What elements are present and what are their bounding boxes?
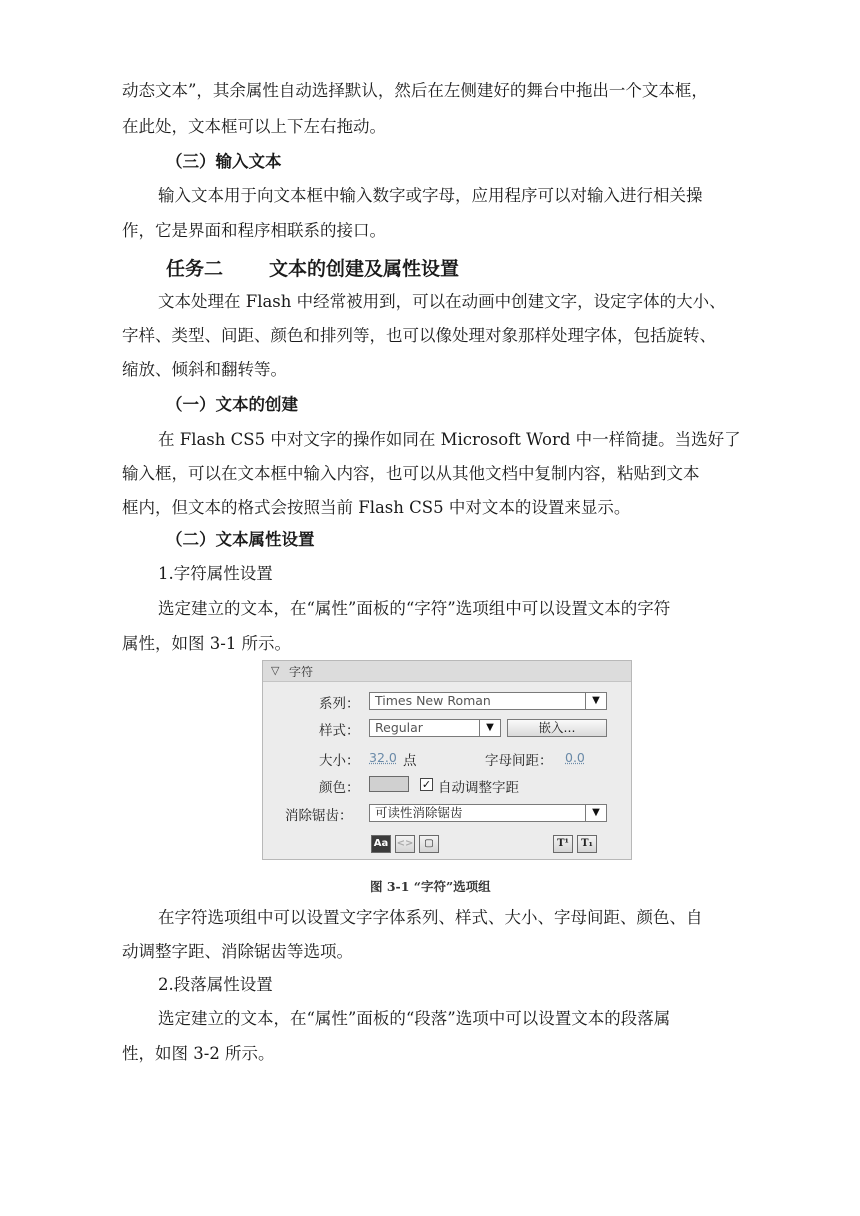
task-label: 任务二	[166, 258, 224, 280]
task-title: 文本的创建及属性设置	[269, 258, 460, 280]
family-label: 系列：	[319, 696, 360, 712]
style-label: 样式：	[319, 723, 360, 739]
selectable-text-icon[interactable]: Aa	[371, 835, 391, 853]
figure-caption: 图 3-1 “字符”选项组	[370, 879, 491, 894]
subsection-heading: 1.字符属性设置	[158, 564, 273, 583]
letter-spacing-value[interactable]: 0.0	[565, 750, 585, 765]
color-label: 颜色：	[319, 780, 360, 796]
subsection-heading: 2.段落属性设置	[158, 975, 273, 994]
antialias-select[interactable]	[369, 804, 607, 822]
antialias-value: 可读性消除锯齿	[375, 805, 463, 820]
body-text: 动调整字距、消除锯齿等选项。	[122, 942, 353, 961]
body-text: 输入文本用于向文本框中输入数字或字母，应用程序可以对输入进行相关操	[158, 186, 703, 205]
body-text: 在此处，文本框可以上下左右拖动。	[122, 117, 386, 136]
character-panel-figure	[262, 660, 632, 860]
body-text: 文本处理在 Flash 中经常被用到，可以在动画中创建文字，设定字体的大小、	[158, 292, 726, 311]
embed-button[interactable]: 嵌入...	[507, 719, 607, 737]
section-heading: （二）文本属性设置	[166, 530, 315, 549]
body-text: 性，如图 3-2 所示。	[122, 1044, 275, 1063]
border-toggle-icon[interactable]: ▢	[419, 835, 439, 853]
task-heading	[166, 254, 459, 281]
color-swatch[interactable]	[369, 776, 409, 792]
collapse-triangle-icon[interactable]: ▽	[271, 664, 280, 677]
body-text: 框内，但文本的格式会按照当前 Flash CS5 中对文本的设置来显示。	[122, 498, 631, 517]
section-heading: （一）文本的创建	[166, 395, 298, 414]
superscript-icon[interactable]: T¹	[553, 835, 573, 853]
chevron-down-icon[interactable]: ▼	[479, 720, 500, 736]
html-render-icon[interactable]: <>	[395, 835, 415, 853]
font-family-value: Times New Roman	[375, 693, 491, 708]
chevron-down-icon[interactable]: ▼	[585, 693, 606, 709]
body-text: 动态文本”，其余属性自动选择默认，然后在左侧建好的舞台中拖出一个文本框，	[122, 81, 708, 100]
body-text: 作，它是界面和程序相联系的接口。	[122, 221, 386, 240]
section-heading: （三）输入文本	[166, 152, 282, 171]
font-style-value: Regular	[375, 720, 423, 735]
antialias-label: 消除锯齿：	[285, 808, 353, 824]
body-text: 属性，如图 3-1 所示。	[122, 634, 292, 653]
subscript-icon[interactable]: T₁	[577, 835, 597, 853]
letter-spacing-label: 字母间距：	[485, 753, 553, 769]
size-unit: 点	[403, 753, 417, 769]
size-label: 大小：	[319, 753, 360, 769]
body-text: 缩放、倾斜和翻转等。	[122, 360, 287, 379]
body-text: 在 Flash CS5 中对文字的操作如同在 Microsoft Word 中一样简捷。当选好了	[158, 430, 741, 449]
body-text: 字样、类型、间距、颜色和排列等，也可以像处理对象那样处理字体，包括旋转、	[122, 326, 716, 345]
font-size-value[interactable]: 32.0	[369, 750, 397, 765]
body-text: 输入框，可以在文本框中输入内容，也可以从其他文档中复制内容，粘贴到文本	[122, 464, 700, 483]
panel-title: 字符	[289, 665, 314, 679]
chevron-down-icon[interactable]: ▼	[585, 805, 606, 821]
body-text: 选定建立的文本，在“属性”面板的“字符”选项组中可以设置文本的字符	[158, 599, 671, 618]
autokern-label: 自动调整字距	[438, 780, 519, 796]
autokern-checkbox[interactable]: ✓	[421, 778, 432, 791]
font-style-select[interactable]	[369, 719, 501, 737]
body-text: 在字符选项组中可以设置文字字体系列、样式、大小、字母间距、颜色、自	[158, 908, 703, 927]
panel-header[interactable]	[263, 661, 631, 682]
font-family-select[interactable]	[369, 692, 607, 710]
body-text: 选定建立的文本，在“属性”面板的“段落”选项中可以设置文本的段落属	[158, 1009, 671, 1028]
